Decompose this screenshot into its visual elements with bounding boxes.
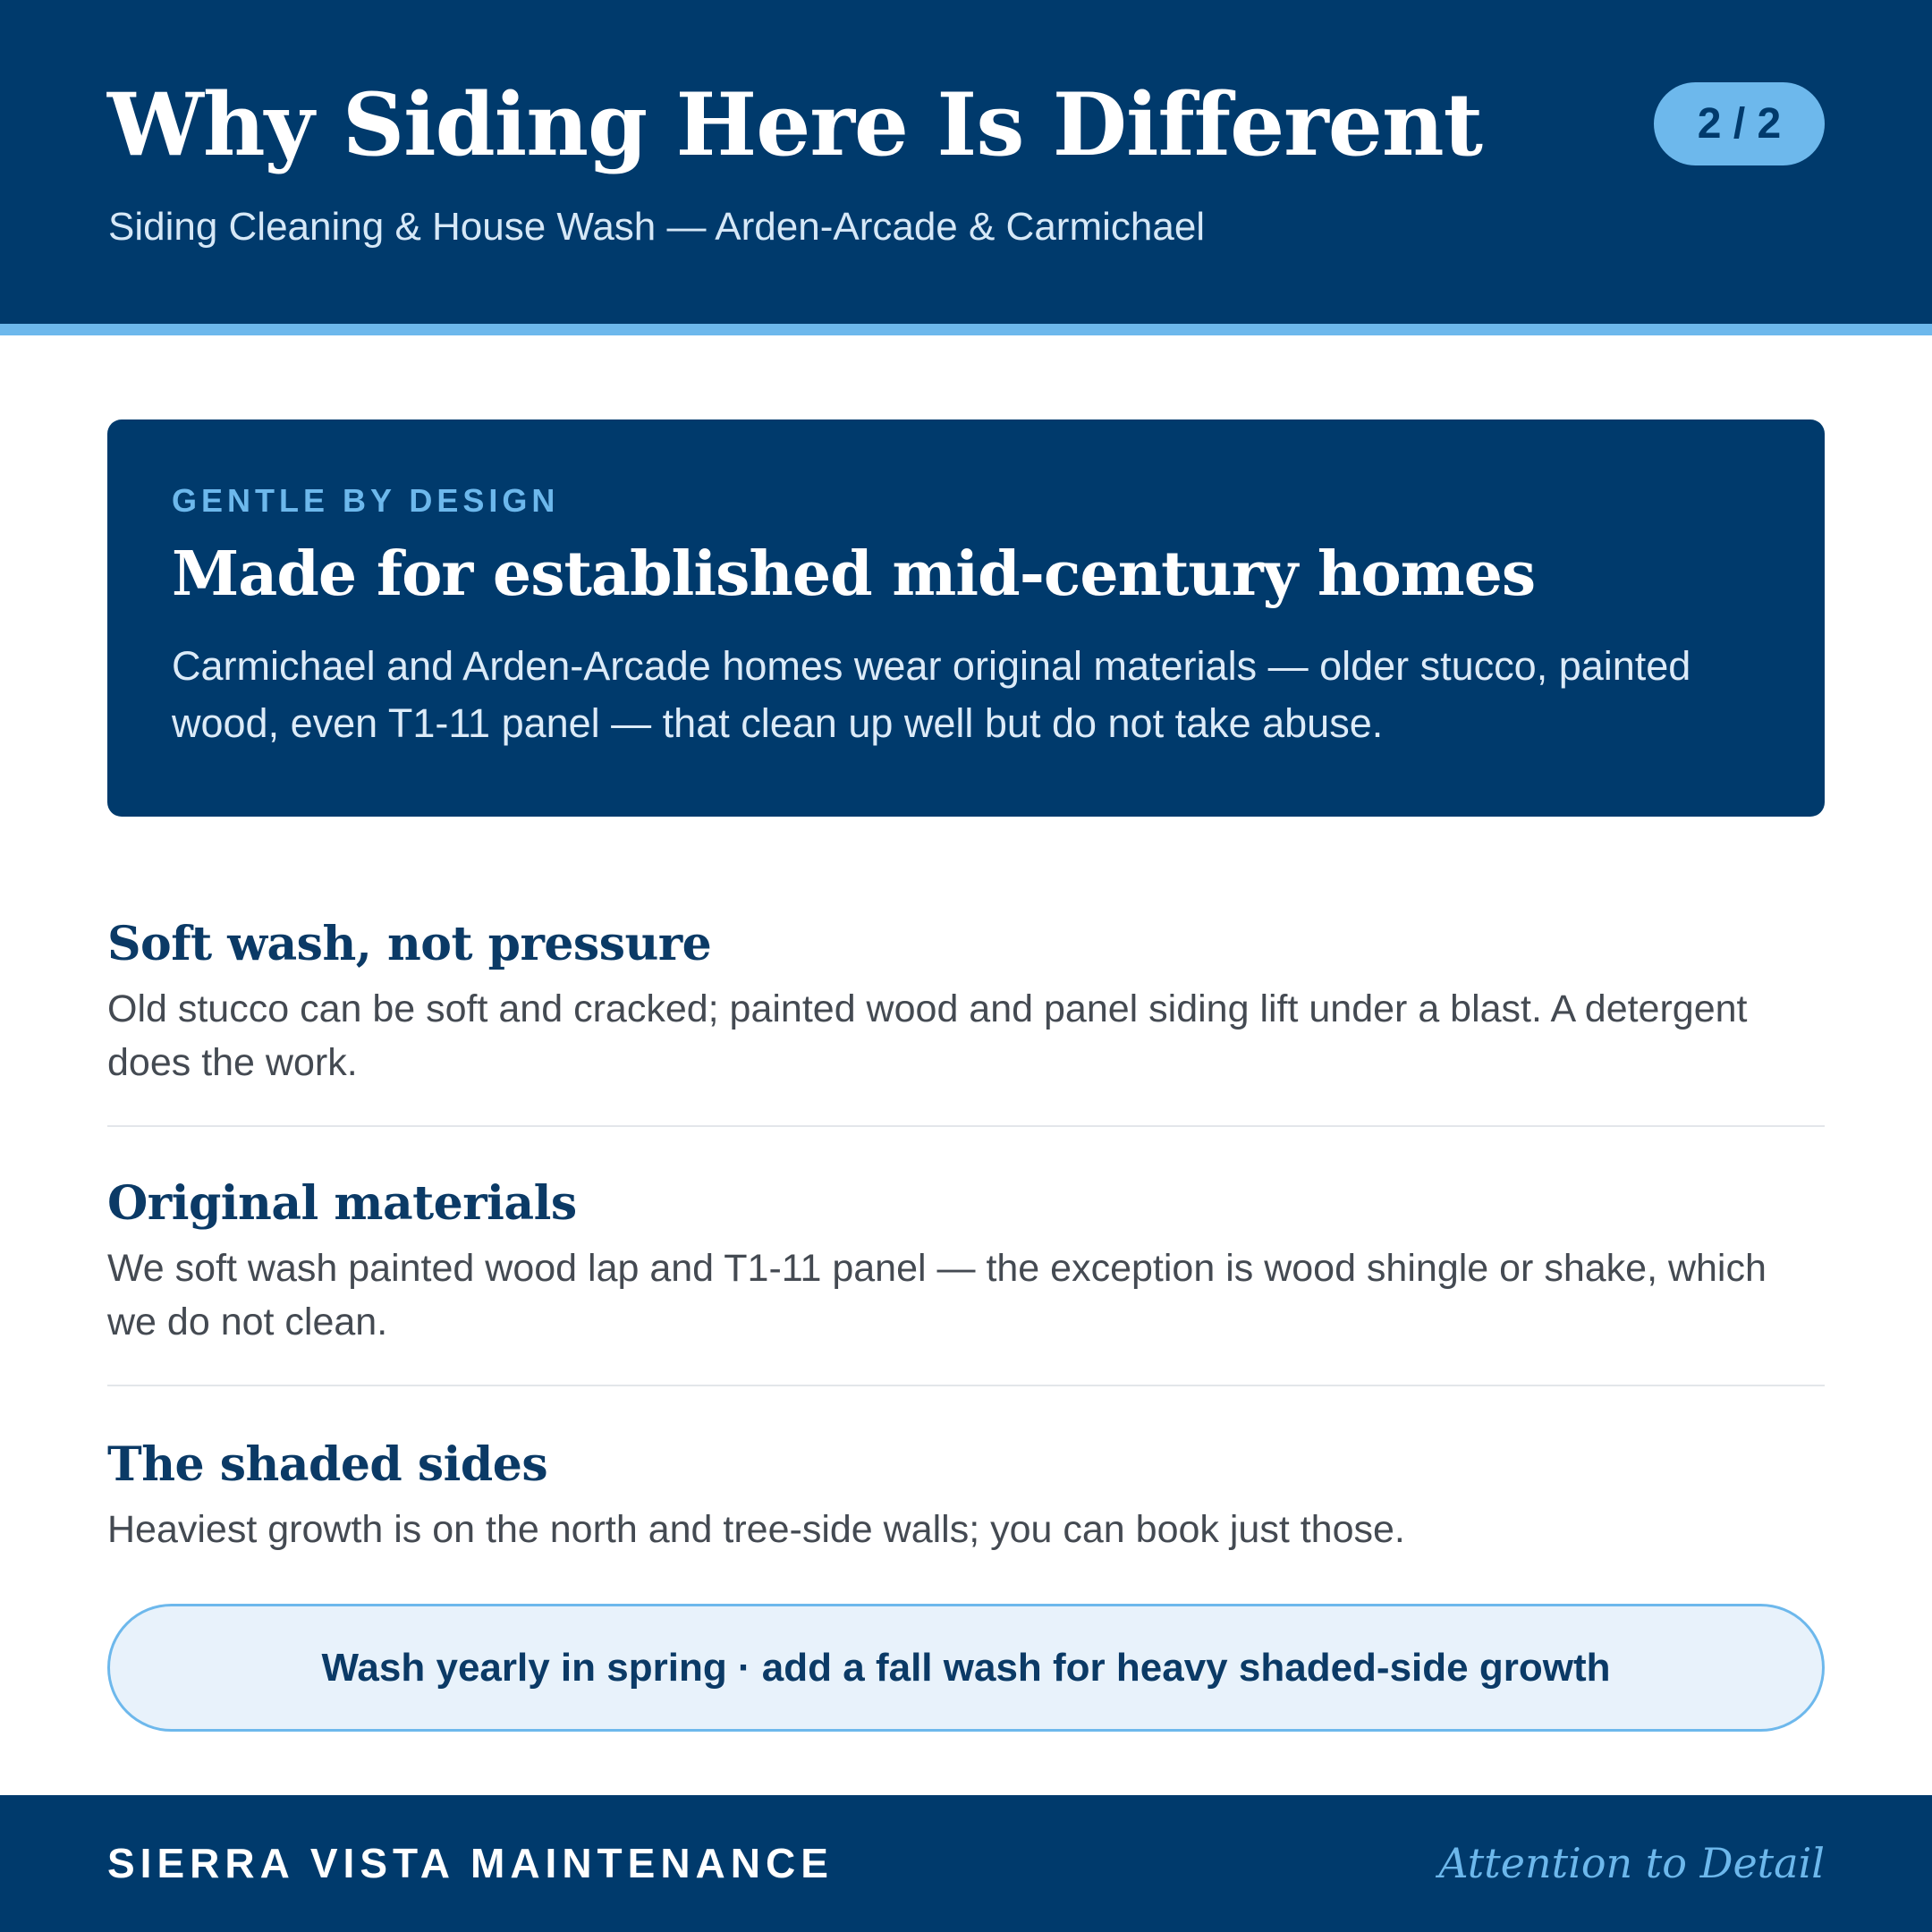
page-subtitle: Siding Cleaning & House Wash — Arden-Arcade & Carmichael bbox=[108, 205, 1206, 249]
feature-list bbox=[107, 894, 1825, 1556]
hero-eyebrow: GENTLE BY DESIGN bbox=[172, 482, 560, 519]
feature-description: Heaviest growth is on the north and tree-side walls; you can book just those. bbox=[107, 1508, 1405, 1551]
feature-item-original-materials bbox=[107, 1127, 1825, 1386]
footer-bar bbox=[0, 1795, 1932, 1932]
page-indicator-badge: 2 / 2 bbox=[1654, 82, 1825, 165]
brand-tagline: Attention to Detail bbox=[1438, 1839, 1825, 1887]
hero-title: Made for established mid-century homes bbox=[172, 538, 1536, 610]
brand-name: SIERRA VISTA MAINTENANCE bbox=[107, 1840, 834, 1886]
header-accent-stripe bbox=[0, 324, 1932, 335]
hero-card bbox=[107, 419, 1825, 817]
feature-item-soft-wash bbox=[107, 894, 1825, 1127]
hero-body: Carmichael and Arden-Arcade homes wear original materials — older stucco, painted wood, even T1-11 panel — that clean up well but do not take abuse. bbox=[172, 643, 1691, 746]
feature-title: Soft wash, not pressure bbox=[107, 917, 712, 971]
schedule-note-pill: Wash yearly in spring · add a fall wash for heavy shaded-side growth bbox=[107, 1604, 1825, 1732]
feature-description: Old stucco can be soft and cracked; painted wood and panel siding lift under a blast. A detergent does the work. bbox=[107, 987, 1748, 1084]
feature-title: Original materials bbox=[107, 1176, 577, 1231]
page-title: Why Siding Here Is Different bbox=[107, 74, 1482, 175]
header-banner bbox=[0, 0, 1932, 324]
feature-item-shaded-sides bbox=[107, 1386, 1825, 1556]
feature-title: The shaded sides bbox=[107, 1437, 548, 1492]
feature-description: We soft wash painted wood lap and T1-11 panel — the exception is wood shingle or shake, which we do not clean. bbox=[107, 1247, 1767, 1343]
